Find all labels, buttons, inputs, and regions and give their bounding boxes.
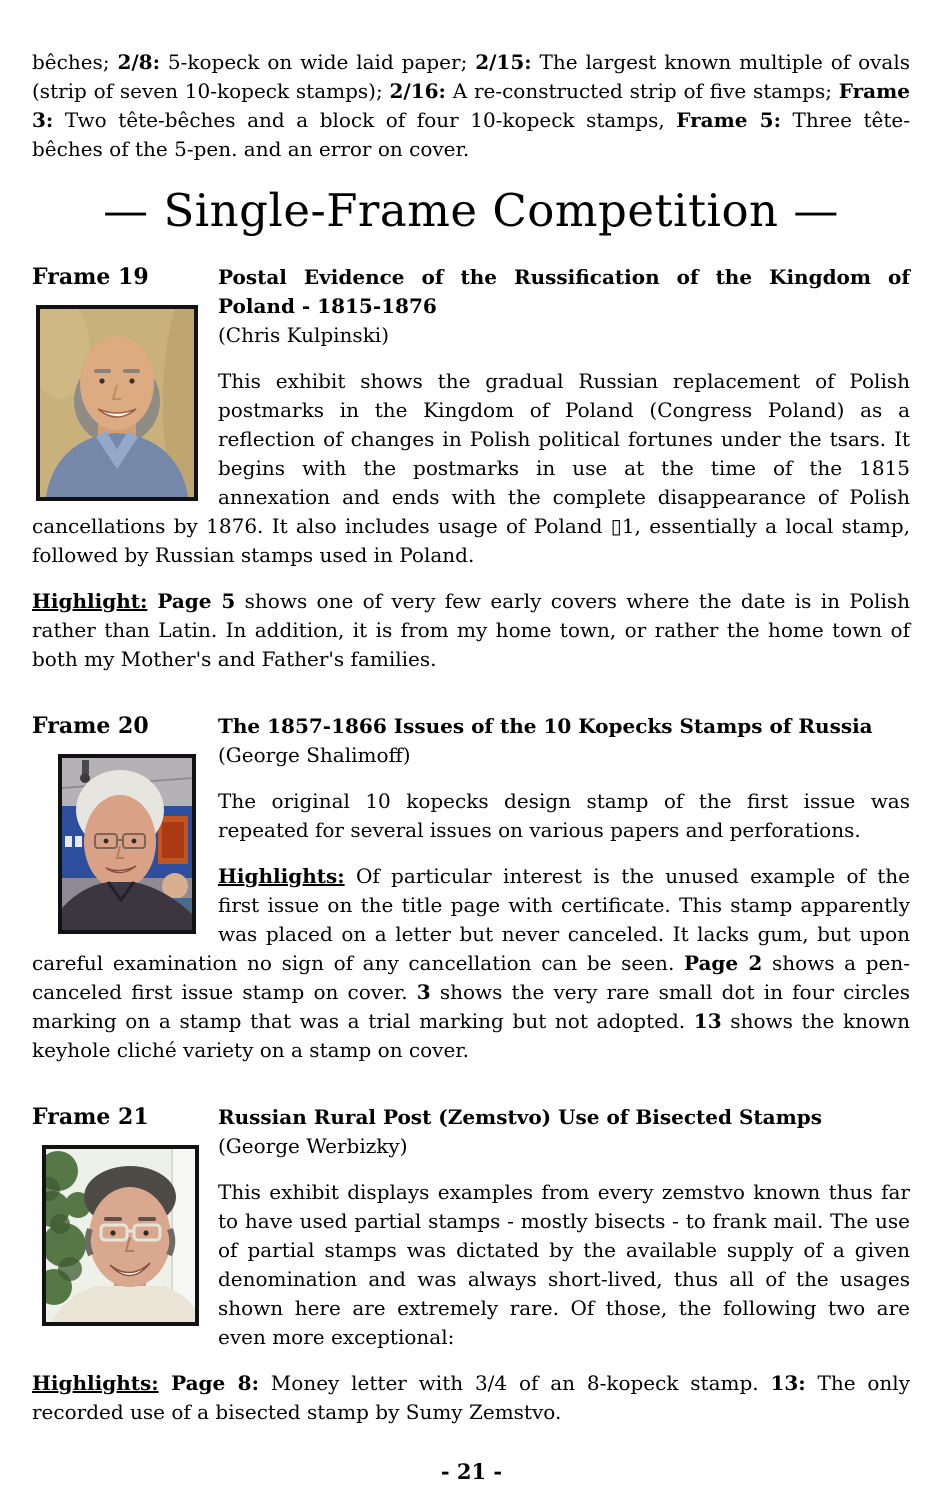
highlight-paragraph: Highlight: Page 5 shows one of very few early covers where the date is in Polish rather than Latin. In addition, it is from my home town, or rather the home town of both my Mother's and Father's families. — [32, 589, 910, 671]
exhibit-author: (George Shalimoff) — [218, 743, 411, 767]
intro-paragraph: bêches; 2/8: 5-kopeck on wide laid paper; 2/15: The largest known multiple of ovals (strip of seven 10-kopeck stamps); 2/16: A re-constructed strip of five stamps; Frame 3: Two tête-bêches and a block of four 10-kopeck stamps, Frame 5: Three tête-bêches of the 5-pen. and an error on cover. — [32, 50, 911, 161]
frame-20-left-column — [32, 712, 218, 943]
frame-21-left-column — [32, 1103, 218, 1335]
exhibit-author: (George Werbizky) — [218, 1134, 408, 1158]
frame-label: Frame 21 — [32, 1104, 149, 1130]
exhibitor-photo-george-shalimoff — [58, 754, 196, 934]
highlight-paragraph: Highlights: Of particular interest is the unused example of the first issue on the title page with certificate. This stamp apparently was placed on a letter but never canceled. It lacks gum, but upon careful examination no sign of any cancellation can be seen. Page 2 shows a pen-canceled first issue stamp on cover. 3 shows the very rare small dot in four circles marking on a stamp that was a trial marking but not adopted. 13 shows the known keyhole cliché variety on a stamp on cover. — [32, 864, 911, 1062]
section-heading: — Single-Frame Competition — — [103, 184, 839, 237]
highlight-paragraph: Highlights: Page 8: Money letter with 3/4 of an 8-kopeck stamp. 13: The only recorded use of a bisected stamp by Sumy Zemstvo. — [32, 1371, 910, 1424]
exhibit-title: The 1857-1866 Issues of the 10 Kopecks Stamps of Russia — [218, 714, 873, 738]
page-number: - 21 - — [440, 1459, 503, 1484]
frame-21-section — [32, 1103, 910, 1427]
exhibit-description: This exhibit displays examples from every zemstvo known thus far to have used partial stamps - mostly bisects - to frank mail. The use of partial stamps was dictated by the available supply of a given denomination and was always short-lived, thus all of the usages shown here are extremely rare. Of those, the following two are even more exceptional: — [218, 1180, 910, 1349]
exhibit-description: The original 10 kopecks design stamp of the first issue was repeated for several issues on various papers and perforations. — [218, 789, 910, 842]
frame-19-section — [32, 263, 910, 674]
exhibit-title: Russian Rural Post (Zemstvo) Use of Bisected Stamps — [218, 1105, 823, 1129]
exhibit-description: This exhibit shows the gradual Russian replacement of Polish postmarks in the Kingdom of Poland (Congress Poland) as a reflection of changes in Polish political fortunes under the tsars. It begins with the postmarks in use at the time of the 1815 annexation and ends with the complete disappearance of Polish cancellations by 1876. It also includes usage of Poland ▯1, essentially a local stamp, followed by Russian stamps used in Poland. — [32, 369, 910, 567]
frame-label: Frame 19 — [32, 264, 149, 290]
exhibit-title: Postal Evidence of the Russification of the Kingdom of Poland - 1815-1876 — [218, 265, 910, 318]
exhibitor-photo-chris-kulpinski — [36, 305, 198, 501]
exhibit-author: (Chris Kulpinski) — [218, 323, 390, 347]
exhibitor-photo-george-werbizky — [42, 1145, 199, 1326]
frame-label: Frame 20 — [32, 713, 149, 739]
frame-20-section — [32, 712, 910, 1065]
frame-19-left-column — [32, 263, 218, 510]
